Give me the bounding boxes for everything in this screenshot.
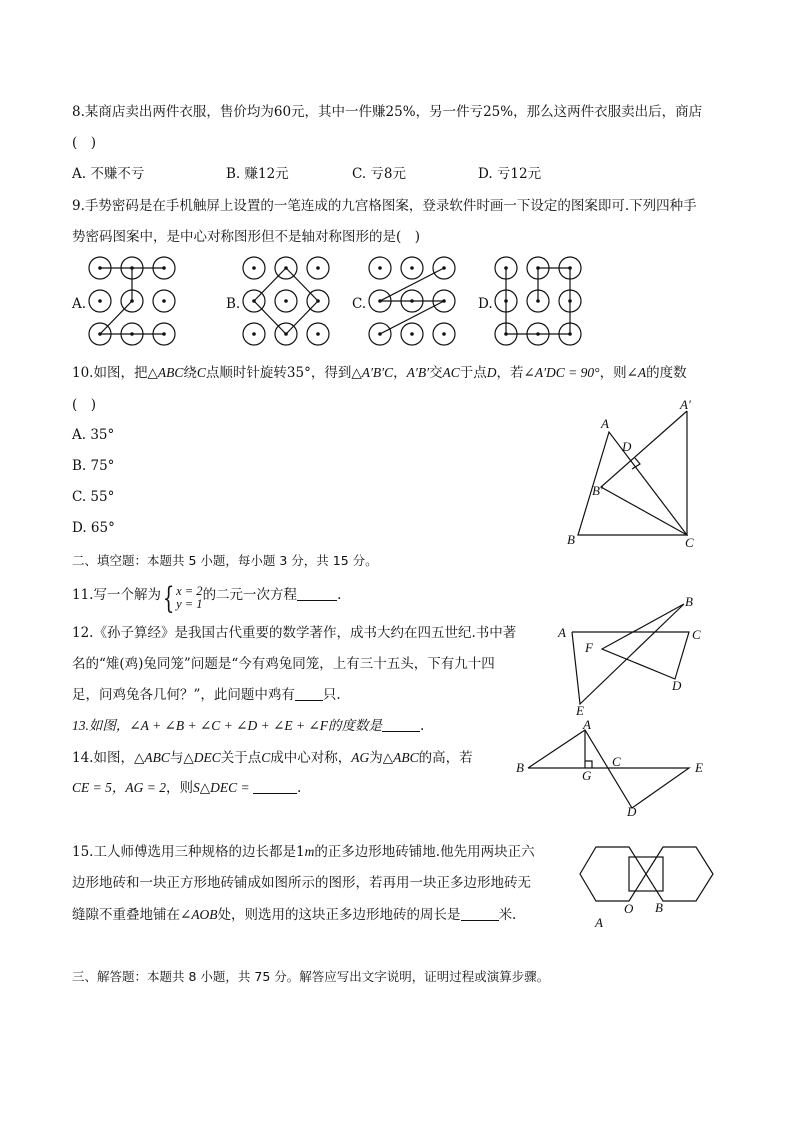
q9-option-c-label: C. (352, 296, 367, 312)
q8-option-d: D. 亏12元 (478, 166, 542, 182)
q15-line1: 15.工人师傅选用三种规格的边长都是1m的正多边形地砖铺地.他先用两块正六 (72, 844, 535, 860)
q10-option-d: D. 65° (72, 520, 115, 536)
q12-line1: 12.《孙子算经》是我国古代重要的数学著作，成书大约在四五世纪.书中著 (72, 625, 517, 641)
q14-symmetry-figure (512, 718, 712, 820)
q9-pattern-b-figure (240, 253, 336, 349)
q14-label-e: E (695, 760, 703, 775)
q8-stem: 8.某商店卖出两件衣服，售价均为60元，其中一件赚25%，另一件亏25%，那么这两件衣服卖出后，商店 (72, 104, 703, 120)
q15-answer-blank[interactable] (461, 906, 499, 921)
q10-option-a: A. 35° (72, 427, 115, 443)
q9-option-a-label: A. (72, 296, 87, 312)
q14-label-g: G (582, 768, 592, 783)
q9-stem-line1: 9.手势密码是在手机触屏上设置的一笔连成的九宫格图案，登录软件时画一下设定的图案即可.下列四种手 (72, 198, 697, 214)
q10-rotation-figure (560, 392, 710, 557)
q15-label-b: B (655, 900, 663, 915)
q9-pattern-c-figure (366, 253, 462, 349)
q8-option-a: A. 不赚不亏 (72, 166, 145, 182)
q13-answer-blank[interactable] (382, 717, 420, 732)
q14-line2: CE = 5，AG = 2，则S△DEC = . (72, 780, 302, 796)
q14-line1: 14.如图，△ABC与△DEC关于点C成中心对称，AG为△ABC的高，若 (72, 750, 473, 766)
q12-answer-blank[interactable] (295, 686, 323, 701)
q9-pattern-a-figure (86, 253, 182, 349)
q11-stem: 11.写一个解为{ x = 2 y = 1的二元一次方程 . (72, 581, 342, 616)
q13-label-b: B (685, 594, 693, 609)
section3-heading: 三、解答题：本题共 8 小题，共 75 分。解答应写出文字说明，证明过程或演算步骤。 (72, 969, 550, 984)
q12-line3: 足，问鸡兔各几何？”，此问题中鸡有 只. (72, 687, 341, 703)
q13-label-f: F (585, 640, 593, 655)
q14-label-a: A (583, 718, 591, 732)
q10-label-c: C (685, 535, 694, 550)
q10-stem: 10.如图，把△ABC绕C点顺时针旋转35°，得到△A′B′C，A′B′交AC于点D，若∠A′DC = 90°，则∠A的度数 (72, 365, 687, 381)
q15-line3: 缝隙不重叠地铺在∠AOB处，则选用的这块正多边形地砖的周长是 米. (72, 907, 517, 923)
q10-option-c: C. 55° (72, 489, 115, 505)
q10-paren: ( ) (72, 397, 97, 413)
q14-label-c: C (612, 754, 621, 769)
q13-label-d: D (672, 678, 682, 693)
q13-label-a: A (558, 625, 566, 640)
q9-option-d-label: D. (478, 296, 493, 312)
q12-line2: 名的“雉(鸡)兔同笼”问题是“今有鸡兔同笼，上有三十五头，下有九十四 (72, 656, 495, 672)
q9-pattern-d-figure (492, 253, 588, 349)
q15-label-a: A (595, 915, 603, 930)
section2-heading: 二、填空题：本题共 5 小题，每小题 3 分，共 15 分。 (72, 553, 378, 568)
q8-option-b: B. 赚12元 (226, 166, 289, 182)
q10-label-b: B (567, 532, 575, 547)
q11-eq1: x = 2 (176, 584, 203, 598)
q10-label-a-prime: A′ (680, 397, 691, 412)
q10-option-b: B. 75° (72, 458, 115, 474)
q14-answer-blank[interactable] (253, 779, 297, 794)
q11-eq2: y = 1 (176, 597, 203, 611)
q15-label-o: O (624, 901, 634, 916)
q14-label-d: D (627, 804, 637, 819)
q13-stem: 13.如图，∠A + ∠B + ∠C + ∠D + ∠E + ∠F的度数是 . (72, 718, 425, 734)
q12-q13-figure (552, 592, 712, 717)
q9-stem-line2: 势密码图案中，是中心对称图形但不是轴对称图形的是( ) (72, 229, 421, 245)
q15-line2: 边形地砖和一块正方形地砖铺成如图所示的图形，若再用一块正多边形地砖无 (72, 875, 531, 891)
q13-label-c: C (692, 627, 701, 642)
q8-option-c: C. 亏8元 (352, 166, 407, 182)
q10-label-b-prime: B′ (592, 483, 603, 498)
q8-paren: ( ) (72, 135, 97, 151)
q10-label-a: A (601, 416, 609, 431)
q11-answer-blank[interactable] (297, 586, 337, 601)
q9-option-b-label: B. (226, 296, 241, 312)
q10-label-d: D (622, 439, 632, 454)
q14-label-b: B (516, 760, 524, 775)
q15-tiles-figure (572, 838, 722, 934)
q13-label-e: E (576, 703, 584, 717)
